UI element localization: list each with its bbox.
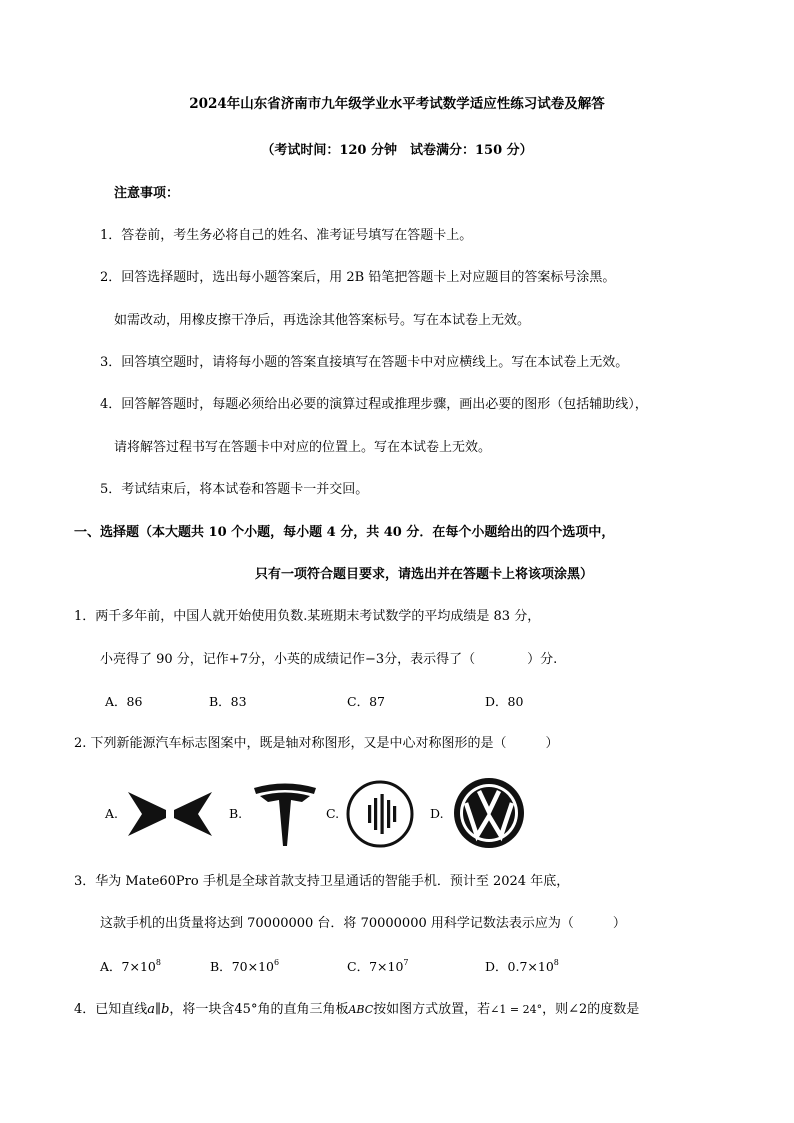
- q2-option-b-label: B.: [229, 806, 243, 821]
- q3-option-b: B．$70\times 10^6$: [210, 958, 280, 974]
- q3-option-d: D．$0.7\times 10^8$: [485, 958, 559, 974]
- note-4: 4．回答解答题时，每题必须给出必要的演算过程或推理步骤，画出必要的图形（包括辅助线），: [100, 397, 648, 412]
- section-heading: 一、选择题（本大题共 10 个小题，每小题 4 分，共 40 分．在每个小题给出的四个选项中，: [74, 525, 615, 540]
- note-3: 3．回答填空题时，请将每小题的答案直接填写在答题卡中对应横线上。写在本试卷上无效。: [100, 355, 629, 370]
- exam-subtitle: （考试时间：120 分钟 试卷满分：150 分）: [261, 143, 533, 158]
- q1-option-d: D．80: [485, 694, 524, 709]
- question-4: 4．已知直线a∥b，将一块含45°角的直角三角板ABC按如图方式放置，若∠1 = 24°，则∠2的度数是: [74, 1002, 640, 1017]
- tesla-logo-icon: [252, 780, 318, 848]
- question-1: 1．两千多年前，中国人就开始使用负数.某班期末考试数学的平均成绩是 83 分，: [74, 609, 541, 624]
- q2-option-d-label: D.: [430, 806, 444, 821]
- note-4-cont: 请将解答过程书写在答题卡中对应的位置上。写在本试卷上无效。: [114, 440, 492, 455]
- vw-logo-icon: [452, 776, 526, 850]
- q3-option-c: C．$7\times 10^7$: [347, 958, 409, 974]
- section-heading-cont: 只有一项符合题目要求，请选出并在答题卡上将该项涂黑）: [255, 567, 594, 582]
- note-2: 2．回答选择题时，选出每小题答案后，用 2B 铅笔把答题卡上对应题目的答案标号涂黑。: [100, 270, 616, 285]
- xpeng-logo-icon: [126, 788, 214, 840]
- note-5: 5．考试结束后，将本试卷和答题卡一并交回。: [100, 482, 369, 497]
- q1-option-c: C．87: [347, 694, 385, 709]
- q2-option-c-label: C.: [326, 806, 340, 821]
- question-2: 2. 下列新能源汽车标志图案中，既是轴对称图形，又是中心对称图形的是（ ）: [74, 736, 559, 751]
- q1-option-a: A．86: [105, 694, 143, 709]
- notes-heading: 注意事项：: [114, 186, 180, 201]
- question-3: 3．华为 Mate60Pro 手机是全球首款支持卫星通话的智能手机．预计至 2024 年底，: [74, 874, 570, 889]
- q1-option-b: B．83: [209, 694, 247, 709]
- question-3-cont: 这款手机的出货量将达到 70000000 台．将 70000000 用科学记数法表示应为（ ）: [100, 916, 626, 931]
- page-title: 2024年山东省济南市九年级学业水平考试数学适应性练习试卷及解答: [189, 96, 605, 112]
- audio-bars-logo-icon: [345, 779, 415, 849]
- q3-option-a: A．$7\times 10^8$: [100, 958, 161, 974]
- note-2-cont: 如需改动，用橡皮擦干净后，再选涂其他答案标号。写在本试卷上无效。: [114, 313, 531, 328]
- q2-option-a-label: A.: [105, 806, 119, 821]
- question-1-cont: 小亮得了 90 分，记作+7分，小英的成绩记作−3分，表示得了（ ）分.: [100, 652, 558, 667]
- note-1: 1．答卷前，考生务必将自己的姓名、准考证号填写在答题卡上。: [100, 228, 473, 243]
